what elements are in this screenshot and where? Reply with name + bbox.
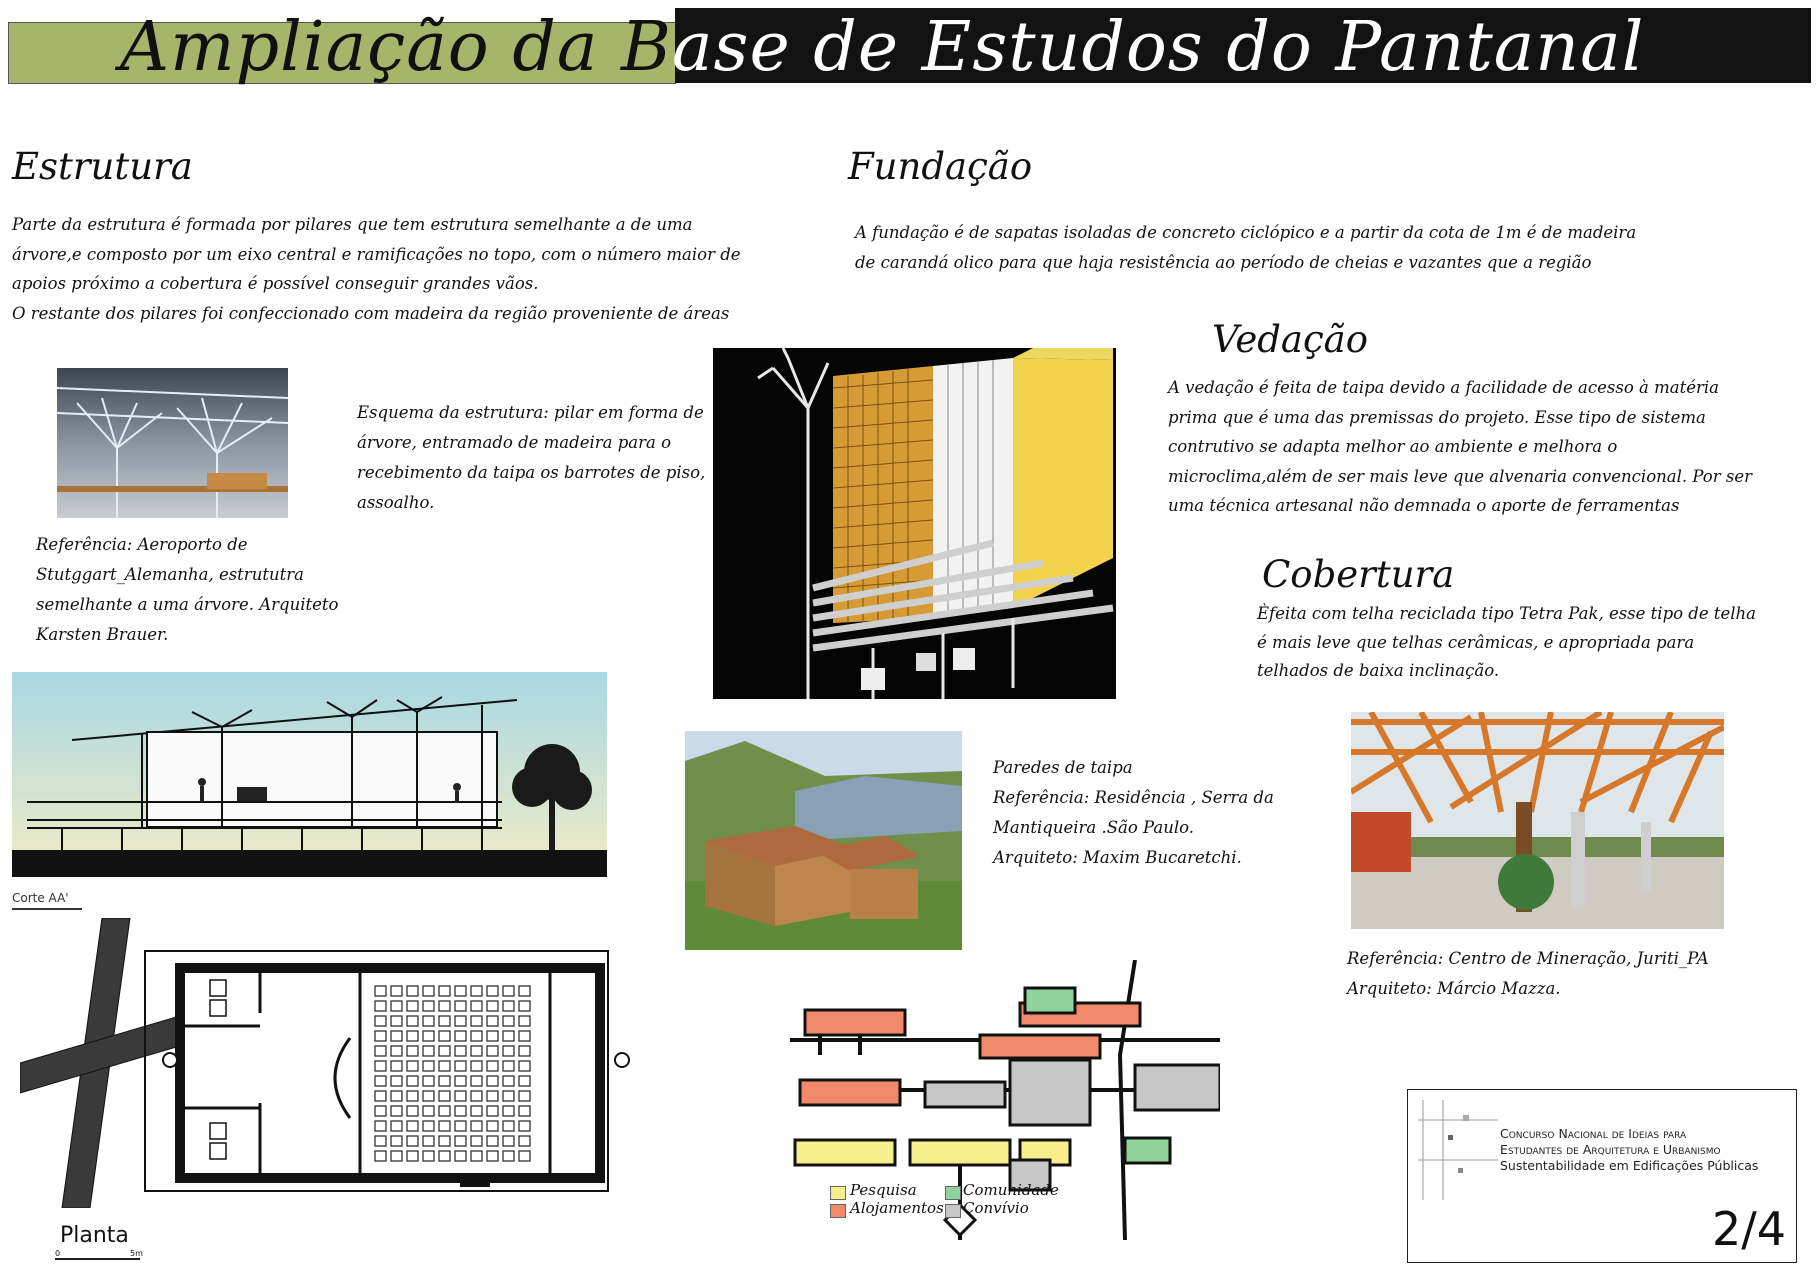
- section-drawing: [12, 672, 607, 877]
- contest-line-1: Concurso Nacional de Ideias para: [1500, 1126, 1687, 1141]
- auditorium-seat: [503, 1076, 514, 1086]
- contest-box: [1407, 1089, 1797, 1263]
- contest-text: [1500, 1126, 1758, 1174]
- auditorium-seat: [375, 1121, 386, 1131]
- auditorium-seat: [423, 1121, 434, 1131]
- schema-line: recebimento da taipa os barrotes de piso,: [357, 463, 706, 482]
- auditorium-seat: [391, 1091, 402, 1101]
- auditorium-seat: [503, 1106, 514, 1116]
- estrutura-line: O restante dos pilares foi confeccionado com madeira da região proveniente de áreas: [12, 303, 730, 323]
- reference-line: semelhante a uma árvore. Arquiteto: [36, 595, 339, 614]
- estrutura-line: Parte da estrutura é formada por pilares que tem estrutura semelhante a de uma: [12, 215, 693, 234]
- fundacao-line: de carandá olico para que haja resistência ao período de cheias e vazantes que a região: [855, 252, 1592, 272]
- auditorium-seat: [375, 1091, 386, 1101]
- auditorium-seat: [391, 1121, 402, 1131]
- fundacao-line: A fundação é de sapatas isoladas de concreto ciclópico e a partir da cota de 1m é de madeira: [855, 223, 1637, 242]
- contest-line-2: Estudantes de Arquitetura e Urbanismo: [1500, 1142, 1721, 1157]
- corte-label: Corte AA': [12, 891, 69, 905]
- legend-alojamentos: Alojamentos: [850, 1199, 944, 1217]
- vedacao-line: uma técnica artesanal não demnada o aporte de ferramentas: [1168, 496, 1680, 515]
- auditorium-seat: [519, 1151, 530, 1161]
- auditorium-seat: [519, 1061, 530, 1071]
- auditorium-seat: [519, 1076, 530, 1086]
- auditorium-seat: [487, 1046, 498, 1056]
- auditorium-seat: [471, 1121, 482, 1131]
- auditorium-seat: [391, 1136, 402, 1146]
- auditorium-seat: [471, 1151, 482, 1161]
- auditorium-seat: [487, 1151, 498, 1161]
- auditorium-seat: [503, 1001, 514, 1011]
- cobertura-line: telhados de baixa inclinação.: [1257, 661, 1500, 680]
- auditorium-seat: [519, 1106, 530, 1116]
- cobertura-heading: Cobertura: [1262, 553, 1455, 596]
- auditorium-seat: [471, 1091, 482, 1101]
- auditorium-seat: [391, 1151, 402, 1161]
- auditorium-seat: [487, 1061, 498, 1071]
- auditorium-seat: [519, 1001, 530, 1011]
- auditorium-seat: [423, 1136, 434, 1146]
- auditorium-seat: [487, 1031, 498, 1041]
- reference-line: Arquiteto: Márcio Mazza.: [1347, 979, 1561, 998]
- auditorium-seat: [375, 1016, 386, 1026]
- auditorium-seat: [471, 1016, 482, 1026]
- estrutura-line: árvore,e composto por um eixo central e ramificações no topo, com o número maior de: [12, 244, 741, 264]
- auditorium-seat: [407, 1091, 418, 1101]
- auditorium-seat: [407, 1121, 418, 1131]
- auditorium-seat: [487, 986, 498, 996]
- auditorium-seat: [391, 1076, 402, 1086]
- auditorium-seat: [439, 1046, 450, 1056]
- schema-line: assoalho.: [357, 493, 435, 512]
- auditorium-seat: [439, 1001, 450, 1011]
- vedacao-text: [1168, 373, 1752, 521]
- fundacao-heading: Fundação: [848, 145, 1033, 188]
- auditorium-seat: [375, 1106, 386, 1116]
- title-part-1: Ampliação da B: [120, 8, 672, 87]
- auditorium-seat: [487, 1121, 498, 1131]
- legend-swatch-pesquisa: [830, 1186, 844, 1198]
- auditorium-seat: [375, 1136, 386, 1146]
- auditorium-seat: [423, 1061, 434, 1071]
- auditorium-seat: [375, 986, 386, 996]
- auditorium-seat: [407, 1016, 418, 1026]
- contest-line-3: Sustentabilidade em Edificações Públicas: [1500, 1158, 1759, 1173]
- vedacao-line: contrutivo se adapta melhor ao ambiente e melhora o: [1168, 437, 1618, 456]
- auditorium-seat: [423, 1076, 434, 1086]
- vedacao-heading: Vedação: [1212, 318, 1369, 361]
- auditorium-seat: [423, 1046, 434, 1056]
- auditorium-seat: [455, 1151, 466, 1161]
- reference-line: Stutggart_Alemanha, estrututra: [36, 565, 304, 584]
- estrutura-reference: [36, 530, 338, 650]
- reference-line: Referência: Aeroporto de: [36, 535, 248, 554]
- auditorium-seat: [503, 1016, 514, 1026]
- auditorium-seat: [471, 1076, 482, 1086]
- auditorium-seat: [439, 1136, 450, 1146]
- auditorium-seat: [391, 1106, 402, 1116]
- auditorium-seat: [519, 1031, 530, 1041]
- auditorium-seat: [487, 1106, 498, 1116]
- auditorium-seat: [375, 1046, 386, 1056]
- auditorium-seat: [519, 1136, 530, 1146]
- contest-logo: [1418, 1100, 1498, 1200]
- auditorium-seat: [455, 1001, 466, 1011]
- auditorium-seat: [439, 1076, 450, 1086]
- auditorium-seat: [455, 986, 466, 996]
- auditorium-seat: [407, 1046, 418, 1056]
- auditorium-seat: [471, 1031, 482, 1041]
- auditorium-seat: [375, 1076, 386, 1086]
- auditorium-seat: [391, 1031, 402, 1041]
- auditorium-seat: [487, 1001, 498, 1011]
- taipa-line: Referência: Residência , Serra da: [993, 788, 1274, 807]
- auditorium-seat: [455, 1046, 466, 1056]
- auditorium-seat: [407, 1031, 418, 1041]
- legend-pesquisa: Pesquisa: [850, 1181, 917, 1199]
- auditorium-seat: [439, 1091, 450, 1101]
- taipa-house-photo: [685, 731, 962, 950]
- auditorium-seat: [519, 1091, 530, 1101]
- auditorium-seat: [503, 1031, 514, 1041]
- auditorium-seat: [519, 986, 530, 996]
- estrutura-text: [12, 210, 741, 328]
- auditorium-seat: [519, 1016, 530, 1026]
- taipa-line: Arquiteto: Maxim Bucaretchi.: [993, 848, 1242, 867]
- auditorium-seat: [423, 1001, 434, 1011]
- auditorium-seat: [455, 1061, 466, 1071]
- legend-comunidade: Comunidade: [963, 1181, 1059, 1199]
- estrutura-heading: Estrutura: [12, 145, 193, 188]
- auditorium-seat: [407, 1001, 418, 1011]
- auditorium-seat: [439, 1061, 450, 1071]
- auditorium-seat: [471, 1136, 482, 1146]
- structure-render: [713, 348, 1116, 699]
- taipa-line: Paredes de taipa: [993, 758, 1133, 777]
- auditorium-seat: [503, 1121, 514, 1131]
- reference-line: Referência: Centro de Mineração, Juriti_PA: [1347, 949, 1709, 968]
- auditorium-seat: [455, 1076, 466, 1086]
- cobertura-line: é mais leve que telhas cerâmicas, e apropriada para: [1257, 632, 1695, 652]
- cobertura-line: Èfeita com telha reciclada tipo Tetra Pak, esse tipo de telha: [1257, 604, 1757, 623]
- auditorium-seat: [407, 986, 418, 996]
- auditorium-seat: [439, 1151, 450, 1161]
- auditorium-seat: [471, 1106, 482, 1116]
- auditorium-seat: [455, 1106, 466, 1116]
- auditorium-seat: [503, 1061, 514, 1071]
- vedacao-line: microclima,além de ser mais leve que alvenaria convencional. Por ser: [1168, 466, 1752, 486]
- auditorium-seat: [439, 1031, 450, 1041]
- page-title: [120, 2, 1644, 94]
- vedacao-line: A vedação é feita de taipa devido a facilidade de acesso à matéria: [1168, 378, 1719, 397]
- auditorium-seat: [407, 1136, 418, 1146]
- auditorium-seat: [391, 1046, 402, 1056]
- taipa-line: Mantiqueira .São Paulo.: [993, 818, 1195, 837]
- estrutura-line: apoios próximo a cobertura é possível conseguir grandes vãos.: [12, 274, 539, 293]
- auditorium-seat: [423, 986, 434, 996]
- auditorium-seat: [439, 1016, 450, 1026]
- auditorium-seat: [423, 1091, 434, 1101]
- auditorium-seat: [455, 1136, 466, 1146]
- legend-swatch-comunidade: [945, 1186, 959, 1198]
- auditorium-seat: [471, 1046, 482, 1056]
- auditorium-seat: [455, 1091, 466, 1101]
- estrutura-schema-text: [357, 398, 705, 518]
- cobertura-reference: [1347, 944, 1709, 1004]
- auditorium-seat: [503, 986, 514, 996]
- auditorium-seat: [407, 1061, 418, 1071]
- auditorium-seat: [487, 1016, 498, 1026]
- auditorium-seat: [407, 1151, 418, 1161]
- legend-swatch-alojamentos: [830, 1204, 844, 1216]
- auditorium-seat: [439, 986, 450, 996]
- auditorium-seat: [391, 1061, 402, 1071]
- auditorium-seat: [439, 1106, 450, 1116]
- auditorium-seat: [519, 1046, 530, 1056]
- auditorium-seat: [519, 1121, 530, 1131]
- auditorium-seat: [423, 1016, 434, 1026]
- schema-line: árvore, entramado de madeira para o: [357, 433, 672, 452]
- auditorium-seat: [455, 1121, 466, 1131]
- page-number: 2/4: [1711, 1202, 1786, 1256]
- auditorium-seat: [391, 986, 402, 996]
- taipa-text: [993, 753, 1274, 873]
- reference-line: Karsten Brauer.: [36, 625, 169, 644]
- auditorium-seat: [503, 1046, 514, 1056]
- airport-photo: [57, 368, 288, 518]
- auditorium-seat: [391, 1016, 402, 1026]
- auditorium-seat: [375, 1031, 386, 1041]
- floor-plan-drawing: [20, 918, 640, 1208]
- auditorium-seat: [503, 1136, 514, 1146]
- auditorium-seat: [503, 1151, 514, 1161]
- auditorium-seat: [471, 1001, 482, 1011]
- auditorium-seat: [471, 1061, 482, 1071]
- auditorium-seat: [487, 1136, 498, 1146]
- cobertura-text: [1257, 600, 1756, 686]
- auditorium-seat: [487, 1091, 498, 1101]
- vedacao-line: prima que é uma das premissas do projeto. Esse tipo de sistema: [1168, 407, 1706, 427]
- legend-convivio: Convívio: [963, 1199, 1029, 1217]
- auditorium-seat: [487, 1076, 498, 1086]
- auditorium-seat: [455, 1016, 466, 1026]
- fundacao-text: [855, 218, 1636, 277]
- auditorium-seat: [455, 1031, 466, 1041]
- planta-scale-bar: [55, 1258, 140, 1263]
- auditorium-seat: [423, 1151, 434, 1161]
- auditorium-seat: [407, 1106, 418, 1116]
- scale-start-label: 0: [55, 1249, 61, 1258]
- auditorium-seat: [391, 1001, 402, 1011]
- auditorium-seat: [503, 1091, 514, 1101]
- planta-label: Planta: [60, 1223, 129, 1248]
- schema-line: Esquema da estrutura: pilar em forma de: [357, 403, 704, 422]
- title-part-2: ase de Estudos do Pantanal: [672, 8, 1645, 87]
- auditorium-seat: [375, 1001, 386, 1011]
- auditorium-seat: [471, 986, 482, 996]
- mining-center-photo: [1351, 712, 1724, 929]
- legend-swatch-convivio: [945, 1204, 959, 1216]
- auditorium-seat: [439, 1121, 450, 1131]
- auditorium-seat: [423, 1106, 434, 1116]
- auditorium-seat: [375, 1151, 386, 1161]
- auditorium-seat: [423, 1031, 434, 1041]
- auditorium-seat: [375, 1061, 386, 1071]
- auditorium-seat: [407, 1076, 418, 1086]
- scale-end-label: 5m: [130, 1249, 143, 1258]
- corte-scale-bar: [12, 908, 82, 913]
